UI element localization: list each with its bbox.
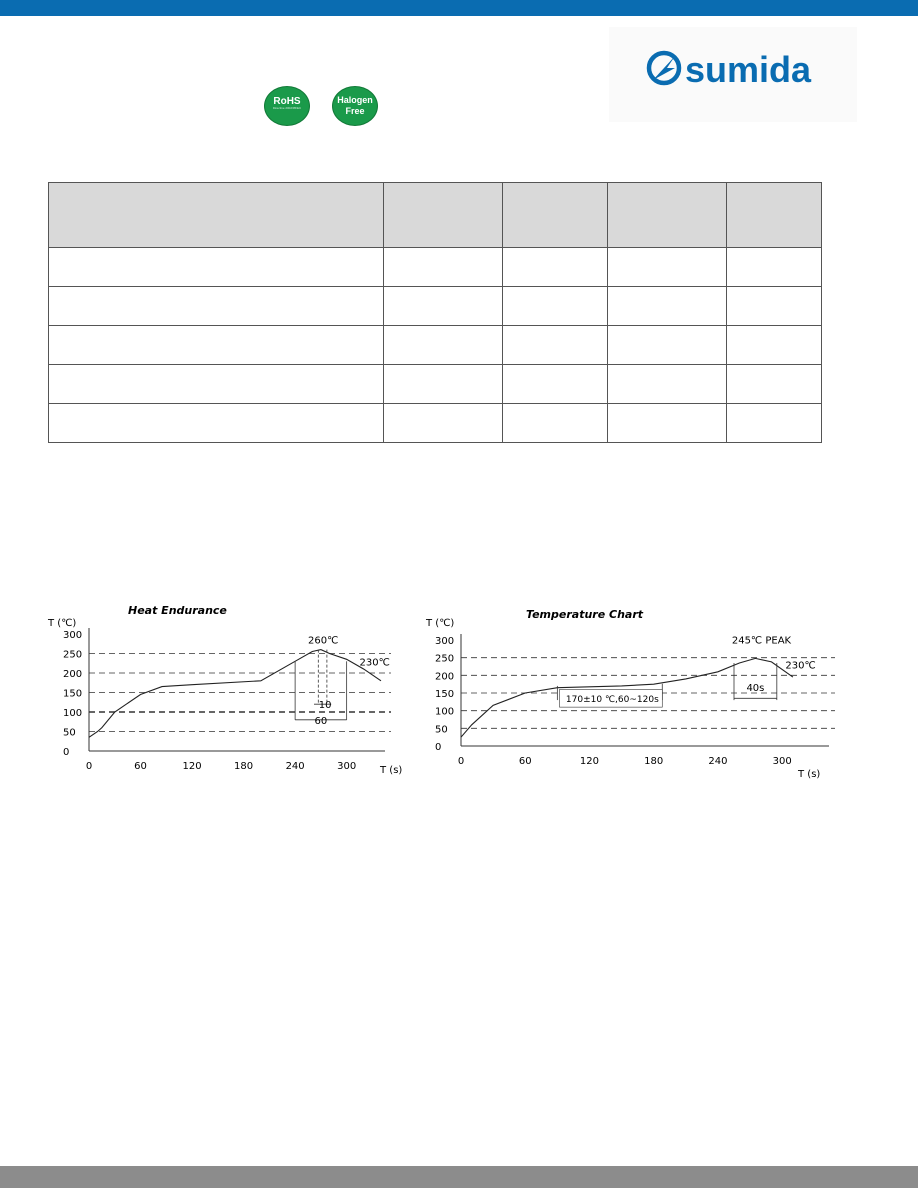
- x-axis-label: T (s): [380, 765, 403, 776]
- x-tick-label: 240: [285, 761, 305, 772]
- outer-span-label: 60: [314, 715, 328, 727]
- header-cell: [503, 183, 608, 248]
- level-label: 230℃: [785, 660, 816, 672]
- table-cell: [49, 248, 384, 287]
- y-tick-label: 0: [435, 742, 442, 753]
- x-axis-label: T (s): [798, 769, 821, 780]
- span-label: 40s: [746, 683, 765, 695]
- temperature-chart-svg: [418, 602, 838, 792]
- table-cell: [384, 287, 503, 326]
- halogen-label: Halogen: [337, 95, 373, 105]
- heat-endurance-chart: [40, 598, 420, 788]
- table-cell: [727, 248, 822, 287]
- x-tick-label: 60: [518, 756, 532, 767]
- x-tick-label: 0: [85, 761, 93, 772]
- table-cell: [384, 365, 503, 404]
- x-tick-label: 300: [337, 761, 357, 772]
- table-cell: [49, 365, 384, 404]
- table-cell: [727, 326, 822, 365]
- y-tick-label: 200: [435, 671, 455, 683]
- table-cell: [49, 287, 384, 326]
- y-tick-label: 250: [63, 649, 83, 661]
- temperature-chart: [418, 602, 838, 792]
- header-cell: [384, 183, 503, 248]
- x-tick-label: 60: [134, 761, 147, 772]
- x-tick-label: 180: [644, 756, 664, 767]
- top-header-bar: [0, 0, 918, 16]
- table-cell: [503, 287, 608, 326]
- table-cell: [503, 404, 608, 443]
- table-cell: [727, 287, 822, 326]
- x-tick-label: 120: [182, 761, 202, 772]
- table-row: [49, 287, 822, 326]
- table-header-row: [49, 183, 822, 248]
- y-tick-label: 300: [63, 630, 83, 641]
- table-cell: [503, 326, 608, 365]
- series-line: [89, 650, 381, 738]
- table-cell: [49, 404, 384, 443]
- x-tick-label: 300: [772, 756, 792, 767]
- table-row: [49, 404, 822, 443]
- rohs-sublabel: Directive 2002/95/EC: [272, 106, 302, 110]
- soak-label: 170±10 ℃,60~120s: [565, 694, 659, 705]
- table-cell: [727, 365, 822, 404]
- x-tick-label: 240: [708, 756, 728, 767]
- table-cell: [608, 365, 727, 404]
- y-axis-label: T (℃): [48, 618, 77, 629]
- table-cell: [503, 365, 608, 404]
- spec-table: [48, 182, 822, 443]
- y-tick-label: 150: [63, 688, 83, 700]
- y-tick-label: 50: [435, 724, 448, 736]
- table-cell: [384, 248, 503, 287]
- x-tick-label: 180: [234, 761, 254, 772]
- inner-span-label: 10: [318, 700, 332, 712]
- chart-title: Heat Endurance: [128, 604, 227, 617]
- table-cell: [384, 326, 503, 365]
- x-tick-label: 120: [579, 756, 600, 767]
- peak-label: 245℃ PEAK: [731, 635, 792, 647]
- x-tick-label: 0: [457, 756, 465, 767]
- table-cell: [608, 326, 727, 365]
- chart-title: Temperature Chart: [526, 608, 644, 621]
- rohs-label: RoHS: [273, 96, 301, 107]
- rohs-badge: [264, 86, 310, 126]
- heat-endurance-svg: [40, 598, 420, 788]
- header-cell: [727, 183, 822, 248]
- logo-wordmark: sumida: [685, 49, 812, 90]
- header-cell: [49, 183, 384, 248]
- y-tick-label: 200: [63, 669, 83, 680]
- y-tick-label: 300: [435, 636, 455, 647]
- table-cell: [727, 404, 822, 443]
- table-cell: [384, 404, 503, 443]
- y-tick-label: 0: [63, 747, 70, 758]
- table-cell: [608, 404, 727, 443]
- y-axis-label: T (℃): [426, 618, 455, 629]
- table-row: [49, 365, 822, 404]
- table-cell: [608, 287, 727, 326]
- sumida-logo-graphic: [609, 27, 857, 122]
- table-cell: [608, 248, 727, 287]
- peak-label: 260℃: [308, 635, 339, 647]
- table-row: [49, 248, 822, 287]
- y-tick-label: 50: [63, 727, 76, 739]
- table-row: [49, 326, 822, 365]
- table-cell: [503, 248, 608, 287]
- halogen-sublabel: Free: [345, 106, 365, 116]
- sumida-logo: [609, 27, 857, 122]
- halogen-free-badge: [332, 86, 378, 126]
- level-label: 230℃: [359, 657, 390, 669]
- header-cell: [608, 183, 727, 248]
- y-tick-label: 100: [435, 706, 455, 718]
- y-tick-label: 250: [435, 653, 455, 665]
- table-cell: [49, 326, 384, 365]
- y-tick-label: 150: [435, 689, 455, 700]
- bottom-footer-bar: [0, 1166, 918, 1188]
- y-tick-label: 100: [63, 708, 83, 719]
